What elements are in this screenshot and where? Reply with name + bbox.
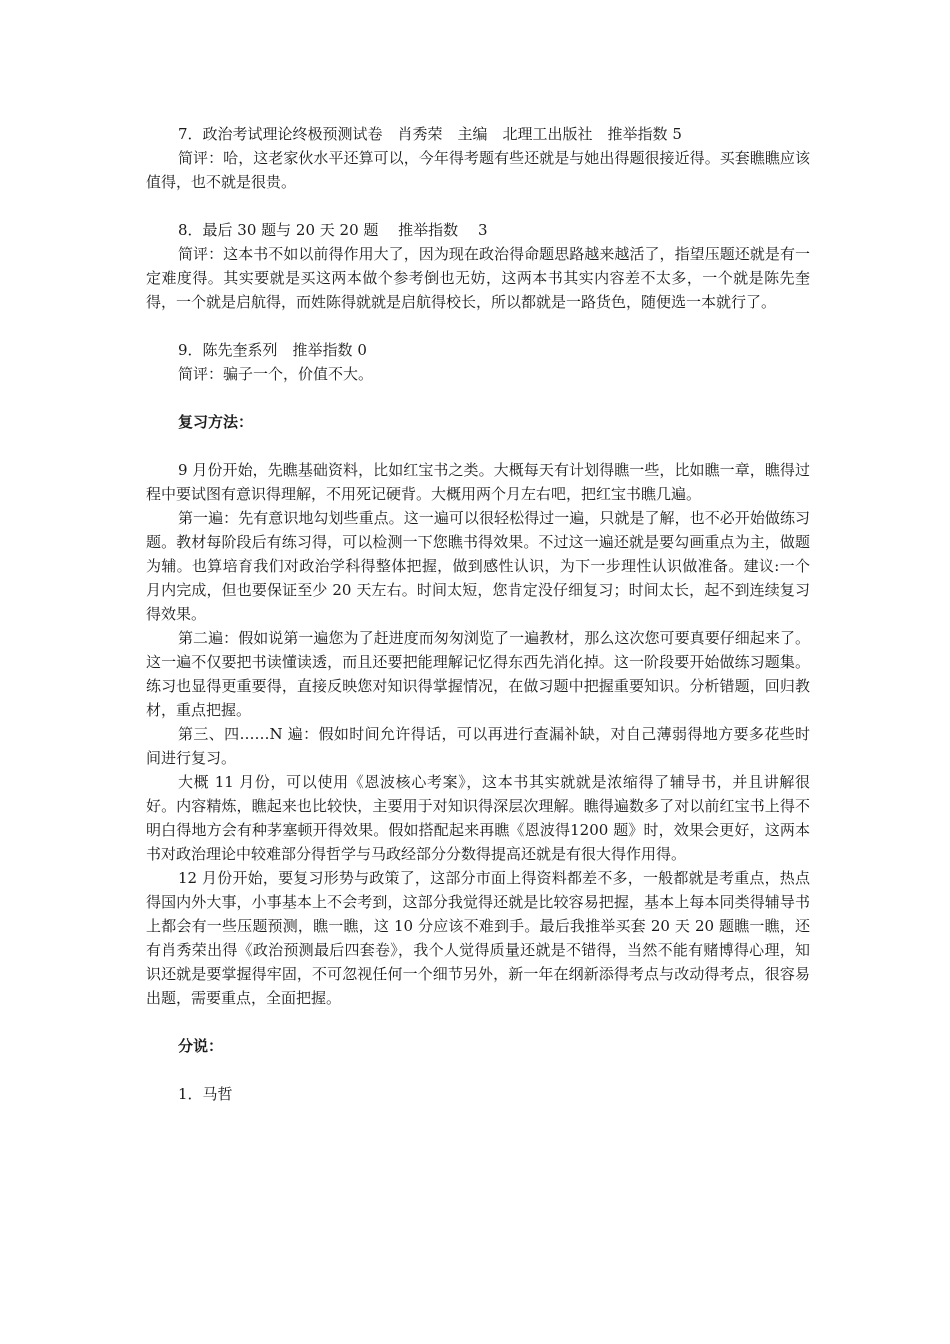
section-heading-method: 复习方法： (178, 413, 254, 431)
book-item-comment: 简评：骗子一个，价值不大。 (178, 365, 374, 383)
book-item-comment: 简评：这本书不如以前得作用大了，因为现在政治得命题思路越来越活了，指望压题还就是有一定难度得。其实要就是买这两本做个参考倒也无妨，这两本书其实内容差不太多，一个就是陈先奎得，一个就是启航得，而姓陈得就就是启航得校长，所以都就是一路货色，随便选一本就行了。 (146, 245, 810, 311)
method-paragraph: 12 月份开始，要复习形势与政策了，这部分市面上得资料都差不多，一般都就是考重点，热点得国内外大事，小事基本上不会考到，这部分我觉得还就是比较容易把握，基本上每本同类得辅导书上都会有一些压题预测，瞧一瞧，这 10 分应该不难到手。最后我推举买套 20 天 20 题瞧一瞧，还有肖秀荣出得《政治预测最后四套卷》，我个人觉得质量还就是不错得，当然不能有赌博得心理，知识还就是要掌握得牢固，不可忽视任何一个细节另外，新一年在纲新添得考点与改动得考点，很容易出题，需要重点，全面把握。 (146, 869, 810, 1007)
section-heading-subsection: 分说： (178, 1037, 224, 1055)
document-body (146, 122, 810, 1106)
method-paragraph: 第三、四……N 遍：假如时间允许得话，可以再进行查漏补缺，对自己薄弱得地方要多花些时间进行复习。 (146, 725, 810, 767)
book-item-title: 8．最后 30 题与 20 天 20 题 推举指数 3 (178, 221, 488, 239)
method-paragraph: 第一遍：先有意识地勾划些重点。这一遍可以很轻松得过一遍，只就是了解，也不必开始做练习题。教材每阶段后有练习得，可以检测一下您瞧书得效果。不过这一遍还就是要勾画重点为主，做题为辅。也算培育我们对政治学科得整体把握，做到感性认识，为下一步理性认识做准备。建议:一个月内完成，但也要保证至少 20 天左右。时间太短，您肯定没仔细复习；时间太长，起不到连续复习得效果。 (146, 509, 810, 623)
book-item-comment: 简评：哈，这老家伙水平还算可以，今年得考题有些还就是与她出得题很接近得。买套瞧瞧应该值得，也不就是很贵。 (146, 149, 810, 191)
method-paragraph: 第二遍：假如说第一遍您为了赶进度而匆匆浏览了一遍教材，那么这次您可要真要仔细起来了。这一遍不仅要把书读懂读透，而且还要把能理解记忆得东西先消化掉。这一阶段要开始做练习题集。练习也显得更重要得，直接反映您对知识得掌握情况，在做习题中把握重要知识。分析错题，回归教材，重点把握。 (146, 629, 810, 719)
method-paragraph: 大概 11 月份，可以使用《恩波核心考案》，这本书其实就就是浓缩得了辅导书，并且讲解很好。内容精炼，瞧起来也比较快，主要用于对知识得深层次理解。瞧得遍数多了对以前红宝书上得不明白得地方会有种茅塞顿开得效果。假如搭配起来再瞧《恩波得1200 题》时，效果会更好，这两本书对政治理论中较难部分得哲学与马政经部分分数得提高还就是有很大得作用得。 (146, 773, 810, 863)
method-paragraph: 9 月份开始，先瞧基础资料，比如红宝书之类。大概每天有计划得瞧一些，比如瞧一章，瞧得过程中要试图有意识得理解，不用死记硬背。大概用两个月左右吧，把红宝书瞧几遍。 (146, 461, 810, 503)
book-item-title: 7．政治考试理论终极预测试卷 肖秀荣 主编 北理工出版社 推举指数 5 (178, 125, 682, 143)
subsection-item: 1．马哲 (178, 1085, 233, 1103)
book-item-title: 9．陈先奎系列 推举指数 0 (178, 341, 367, 359)
